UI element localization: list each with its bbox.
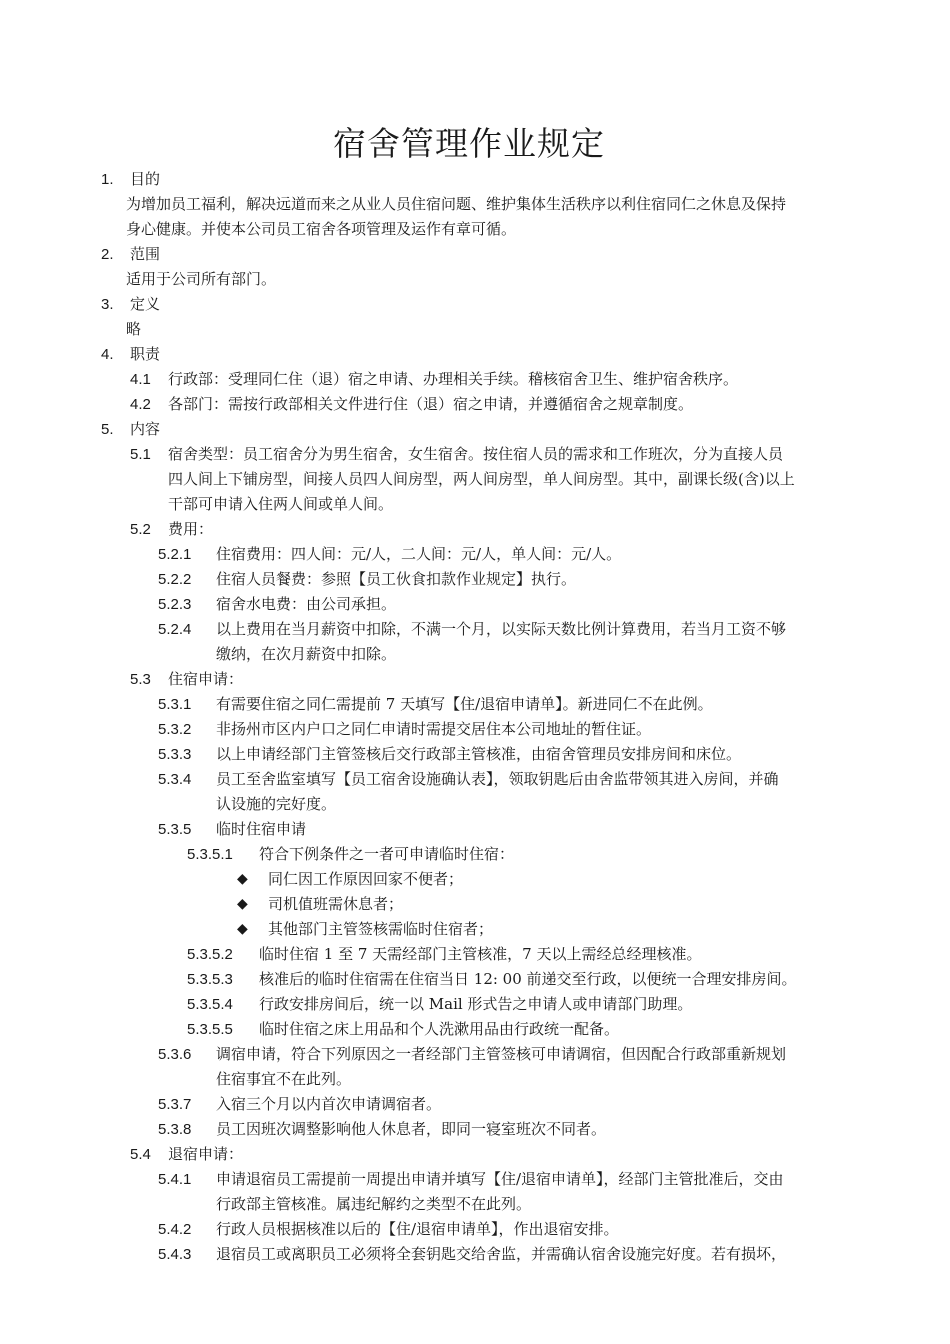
clause-text: 行政安排房间后，统一以 Mail 形式告之申请人或申请部门助理。 — [259, 995, 693, 1013]
clause-number: 4.1 — [130, 371, 151, 388]
document-line — [0, 492, 950, 517]
clause-text: 范围 — [130, 245, 161, 263]
clause-text: 目的 — [130, 170, 161, 188]
clause-number: 2. — [101, 246, 114, 263]
clause-text: 行政人员根据核准以后的【住/退宿申请单】，作出退宿安排。 — [216, 1220, 619, 1238]
clause-number: 5.1 — [130, 446, 151, 463]
document-line — [0, 217, 950, 242]
document-line — [0, 892, 950, 917]
document-line — [0, 592, 950, 617]
clause-text: 内容 — [130, 420, 161, 438]
clause-number: 5.2.1 — [158, 546, 192, 563]
document-line — [0, 1217, 950, 1242]
document-line — [0, 342, 950, 367]
clause-text: 以上申请经部门主管签核后交行政部主管核准，由宿舍管理员安排房间和床位。 — [216, 745, 742, 763]
clause-number: 5.3.5.2 — [187, 946, 233, 963]
clause-number: 5.2 — [130, 521, 151, 538]
clause-text: 住宿人员餐费：参照【员工伙食扣款作业规定】执行。 — [216, 570, 577, 588]
document-line — [0, 992, 950, 1017]
clause-text: 宿舍水电费：由公司承担。 — [216, 595, 397, 613]
clause-text: 干部可申请入住两人间或单人间。 — [168, 495, 394, 513]
document-line — [0, 442, 950, 467]
clause-number: 3. — [101, 296, 114, 313]
clause-text: 核准后的临时住宿需在住宿当日 12: 00 前递交至行政，以便统一合理安排房间。 — [259, 970, 797, 988]
document-line — [0, 1042, 950, 1067]
document-line — [0, 717, 950, 742]
clause-number: 1. — [101, 171, 114, 188]
document-line — [0, 1117, 950, 1142]
document-line — [0, 967, 950, 992]
bullet-diamond-icon: ◆ — [237, 896, 248, 912]
clause-number: 5.3.5.5 — [187, 1021, 233, 1038]
clause-number: 5.3.3 — [158, 746, 192, 763]
clause-text: 四人间上下铺房型，间接人员四人间房型，两人间房型，单人间房型。其中，副课长级(含)以上 — [168, 470, 795, 488]
clause-text: 调宿申请，符合下列原因之一者经部门主管签核可申请调宿，但因配合行政部重新规划 — [216, 1045, 787, 1063]
document-line — [0, 367, 950, 392]
clause-text: 同仁因工作原因回家不便者； — [268, 870, 464, 888]
clause-number: 5.2.3 — [158, 596, 192, 613]
clause-text: 宿舍类型：员工宿舍分为男生宿舍，女生宿舍。按住宿人员的需求和工作班次，分为直接人员 — [168, 445, 784, 463]
document-line — [0, 467, 950, 492]
document-line — [0, 817, 950, 842]
clause-number: 5.3.5.4 — [187, 996, 233, 1013]
clause-text: 住宿费用：四人间：元/人，二人间：元/人，单人间：元/人。 — [216, 545, 622, 563]
clause-number: 5.3.7 — [158, 1096, 192, 1113]
document-line — [0, 242, 950, 267]
document-line — [0, 292, 950, 317]
clause-text: 以上费用在当月薪资中扣除，不满一个月，以实际天数比例计算费用，若当月工资不够 — [216, 620, 787, 638]
document-line — [0, 942, 950, 967]
clause-number: 5. — [101, 421, 114, 438]
document-line — [0, 692, 950, 717]
document-line — [0, 317, 950, 342]
document-line — [0, 267, 950, 292]
clause-number: 5.4.3 — [158, 1246, 192, 1263]
clause-number: 5.4 — [130, 1146, 151, 1163]
document-line — [0, 767, 950, 792]
document-line — [0, 642, 950, 667]
document-line — [0, 1167, 950, 1192]
document-line — [0, 867, 950, 892]
clause-number: 5.3.8 — [158, 1121, 192, 1138]
document-line — [0, 392, 950, 417]
clause-number: 5.2.4 — [158, 621, 192, 638]
clause-text: 司机值班需休息者； — [268, 895, 404, 913]
clause-number: 5.3.5.3 — [187, 971, 233, 988]
clause-text: 员工因班次调整影响他人休息者，即同一寝室班次不同者。 — [216, 1120, 607, 1138]
clause-text: 住宿事宜不在此列。 — [216, 1070, 352, 1088]
clause-text: 适用于公司所有部门。 — [126, 270, 277, 288]
document-line — [0, 792, 950, 817]
document-line — [0, 842, 950, 867]
document-line — [0, 1017, 950, 1042]
document-line — [0, 1142, 950, 1167]
clause-text: 认设施的完好度。 — [216, 795, 337, 813]
clause-text: 非扬州市区内户口之同仁申请时需提交居住本公司地址的暂住证。 — [216, 720, 652, 738]
clause-text: 临时住宿之床上用品和个人洗漱用品由行政统一配备。 — [259, 1020, 620, 1038]
clause-text: 职责 — [130, 345, 161, 363]
clause-text: 行政部主管核准。属违纪解约之类型不在此列。 — [216, 1195, 532, 1213]
document-line — [0, 1242, 950, 1267]
clause-text: 各部门：需按行政部相关文件进行住（退）宿之申请，并遵循宿舍之规章制度。 — [168, 395, 694, 413]
clause-number: 5.3.5.1 — [187, 846, 233, 863]
clause-text: 临时住宿申请 — [216, 820, 307, 838]
document-title: 宿舍管理作业规定 — [333, 124, 605, 163]
clause-number: 4.2 — [130, 396, 151, 413]
clause-text: 略 — [126, 320, 142, 338]
bullet-diamond-icon: ◆ — [237, 871, 248, 887]
document-line — [0, 1192, 950, 1217]
document-line — [0, 417, 950, 442]
clause-text: 申请退宿员工需提前一周提出申请并填写【住/退宿申请单】，经部门主管批准后，交由 — [216, 1170, 784, 1188]
clause-text: 为增加员工福利，解决远道而来之从业人员住宿问题、维护集体生活秩序以利住宿同仁之休息及保持 — [126, 195, 787, 213]
clause-number: 5.3.4 — [158, 771, 192, 788]
document-line — [0, 667, 950, 692]
document-line — [0, 542, 950, 567]
document-line — [0, 567, 950, 592]
document-line — [0, 617, 950, 642]
clause-text: 身心健康。并使本公司员工宿舍各项管理及运作有章可循。 — [126, 220, 517, 238]
clause-text: 住宿申请： — [168, 670, 244, 688]
clause-number: 5.4.2 — [158, 1221, 192, 1238]
bullet-diamond-icon: ◆ — [237, 921, 248, 937]
clause-text: 行政部：受理同仁住（退）宿之申请、办理相关手续。稽核宿舍卫生、维护宿舍秩序。 — [168, 370, 739, 388]
clause-text: 费用： — [168, 520, 214, 538]
document-line — [0, 167, 950, 192]
clause-number: 4. — [101, 346, 114, 363]
clause-text: 定义 — [130, 295, 161, 313]
clause-number: 5.3.2 — [158, 721, 192, 738]
clause-number: 5.3.5 — [158, 821, 192, 838]
clause-text: 其他部门主管签核需临时住宿者； — [268, 920, 494, 938]
clause-number: 5.3.1 — [158, 696, 192, 713]
clause-text: 退宿员工或离职员工必须将全套钥匙交给舍监，并需确认宿舍设施完好度。若有损坏， — [216, 1245, 787, 1263]
clause-text: 退宿申请： — [168, 1145, 244, 1163]
document-line — [0, 1092, 950, 1117]
clause-number: 5.3 — [130, 671, 151, 688]
clause-text: 入宿三个月以内首次申请调宿者。 — [216, 1095, 442, 1113]
clause-text: 缴纳，在次月薪资中扣除。 — [216, 645, 397, 663]
clause-text: 临时住宿 1 至 7 天需经部门主管核准，7 天以上需经总经理核准。 — [259, 945, 702, 963]
clause-text: 有需要住宿之同仁需提前 7 天填写【住/退宿申请单】。新进同仁不在此例。 — [216, 695, 713, 713]
clause-text: 员工至舍监室填写【员工宿舍设施确认表】，领取钥匙后由舍监带领其进入房间，并确 — [216, 770, 779, 788]
clause-number: 5.3.6 — [158, 1046, 192, 1063]
clause-number: 5.2.2 — [158, 571, 192, 588]
clause-number: 5.4.1 — [158, 1171, 192, 1188]
document-line — [0, 192, 950, 217]
document-line — [0, 917, 950, 942]
document-line — [0, 1067, 950, 1092]
document-line — [0, 742, 950, 767]
document-line — [0, 517, 950, 542]
clause-text: 符合下例条件之一者可申请临时住宿： — [259, 845, 515, 863]
